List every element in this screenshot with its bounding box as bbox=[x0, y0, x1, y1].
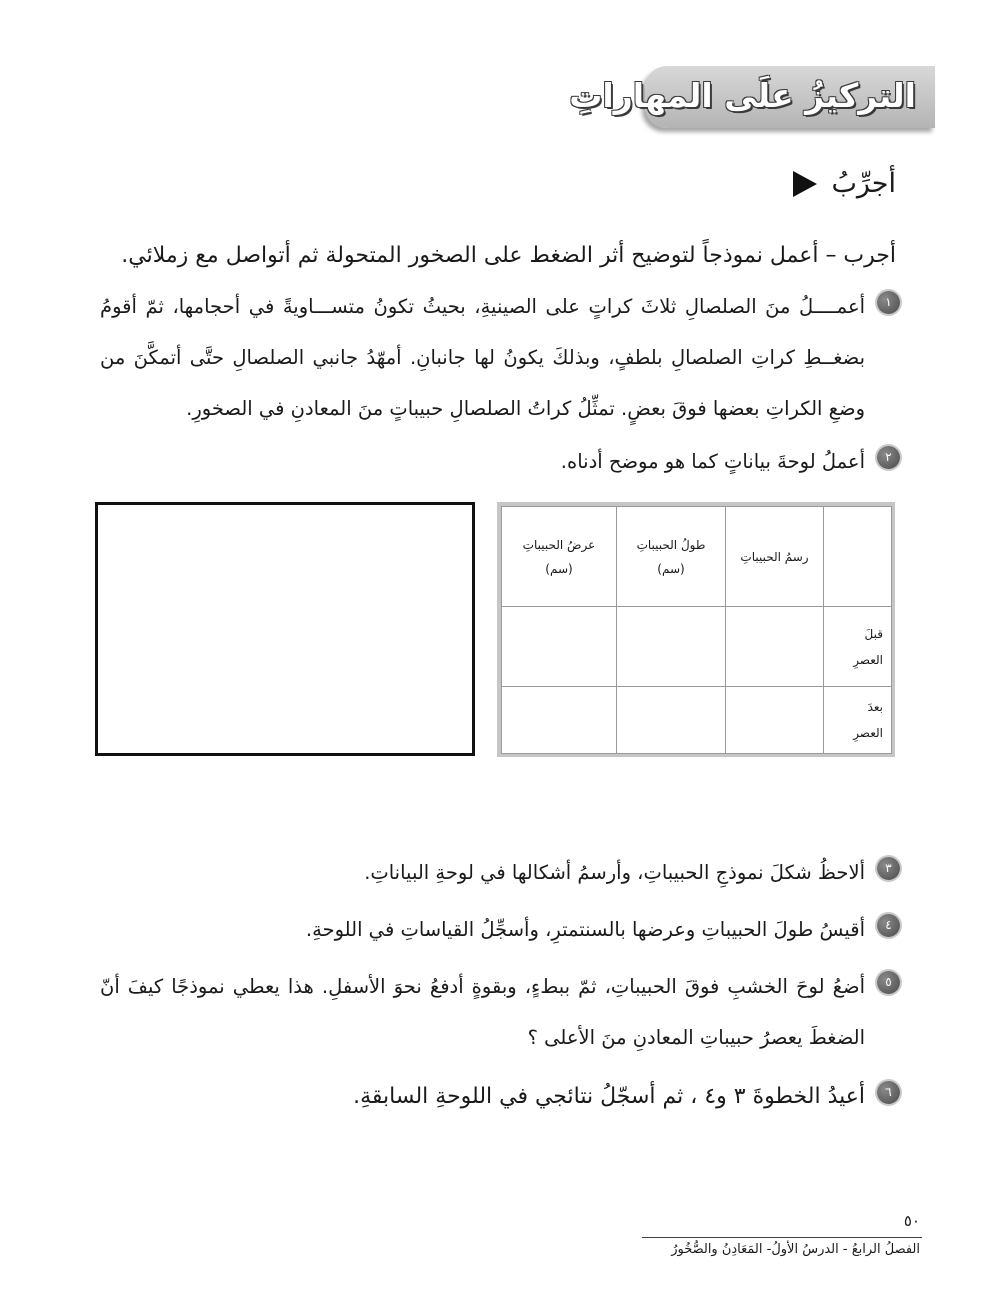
table-cell bbox=[726, 687, 824, 754]
table-cell bbox=[617, 687, 726, 754]
step-4 bbox=[100, 904, 900, 955]
step-text: أضعُ لوحَ الخشبِ فوقَ الحبيباتِ، ثمّ ببطءٍ، وبقوةٍ أدفعُ نحوَ الأسفلِ. هذا يعطي نموذجًا كيفَ أنّ الضغطَ يعصرُ حبيباتِ المعادنِ منَ الأعلى ؟ bbox=[100, 975, 865, 1049]
intro-text: أجرب – أعمل نموذجاً لتوضيح أثر الضغط على الصخور المتحولة ثم أتواصل مع زملائي. bbox=[121, 243, 896, 268]
step-text: ألاحظُ شكلَ نموذجِ الحبيباتِ، وأرسمُ أشكالها في لوحةِ البياناتِ. bbox=[364, 861, 865, 884]
footer-divider bbox=[642, 1237, 922, 1238]
step-text: أعيدُ الخطوةَ ٣ و٤ ، ثم أسجّلُ نتائجي في اللوحةِ السابقةِ. bbox=[353, 1084, 865, 1109]
data-table bbox=[501, 506, 892, 754]
triangle-pointer-icon bbox=[793, 171, 817, 197]
table-cell bbox=[502, 607, 617, 687]
table-cell bbox=[502, 687, 617, 754]
footer-chapter: الفصلُ الرابعُ - الدرسُ الأولُ- المَعَادِنُ والصُّخُورُ bbox=[671, 1242, 920, 1257]
step-number-icon: ٢ bbox=[877, 446, 900, 469]
row-label-before: قبلَ العصرِ bbox=[824, 607, 892, 687]
step-text: أقيسُ طولَ الحبيباتِ وعرضها بالسنتمترِ، وأسجِّلُ القياساتِ في اللوحةِ. bbox=[305, 918, 865, 941]
drawing-box bbox=[95, 502, 475, 756]
table-header-row bbox=[502, 507, 892, 607]
column-header-width: عرضُ الحبيباتِ (سم) bbox=[502, 507, 617, 607]
row-label-after: بعدَ العصرِ bbox=[824, 687, 892, 754]
step-number-icon: ٤ bbox=[877, 914, 900, 937]
step-text: أعمــــلُ منَ الصلصالِ ثلاثَ كراتٍ على الصينيةِ، بحيثُ تكونُ متســـاويةً في أحجامها، ثمّ أقومُ بضغــطِ كراتِ الصلصالِ بلطفٍ، وبذلكَ يكونُ لها جانبانِ. أمهّدُ جانبي الصلصالِ حتَّى أتمكَّنَ من وضعِ الكراتِ بعضها فوقَ بعضٍ. تمثِّلُ كراتُ الصلصالِ حبيباتٍ منَ المعادنِ في الصخورِ. bbox=[100, 295, 865, 420]
step-number-icon: ١ bbox=[877, 291, 900, 314]
data-table-frame bbox=[497, 502, 895, 757]
step-5 bbox=[100, 961, 900, 1063]
step-2 bbox=[100, 436, 900, 487]
step-1 bbox=[100, 281, 900, 434]
step-6 bbox=[100, 1071, 900, 1122]
table-cell-corner bbox=[824, 507, 892, 607]
section-heading bbox=[793, 168, 896, 199]
column-header-drawing: رسمُ الحبيباتِ bbox=[726, 507, 824, 607]
step-number-icon: ٥ bbox=[877, 971, 900, 994]
table-cell bbox=[617, 607, 726, 687]
page-number: ٥٠ bbox=[903, 1212, 920, 1230]
page-title: التركيزُ علَى المهاراتِ bbox=[569, 76, 916, 115]
step-3 bbox=[100, 847, 900, 898]
step-text: أعملُ لوحةَ بياناتٍ كما هو موضح أدناه. bbox=[560, 450, 865, 473]
column-header-length: طولُ الحبيباتِ (سم) bbox=[617, 507, 726, 607]
table-cell bbox=[726, 607, 824, 687]
step-number-icon: ٣ bbox=[877, 857, 900, 880]
section-heading-text: أجرِّبُ bbox=[831, 168, 896, 199]
table-row bbox=[502, 687, 892, 754]
table-row bbox=[502, 607, 892, 687]
step-number-icon: ٦ bbox=[877, 1081, 900, 1104]
